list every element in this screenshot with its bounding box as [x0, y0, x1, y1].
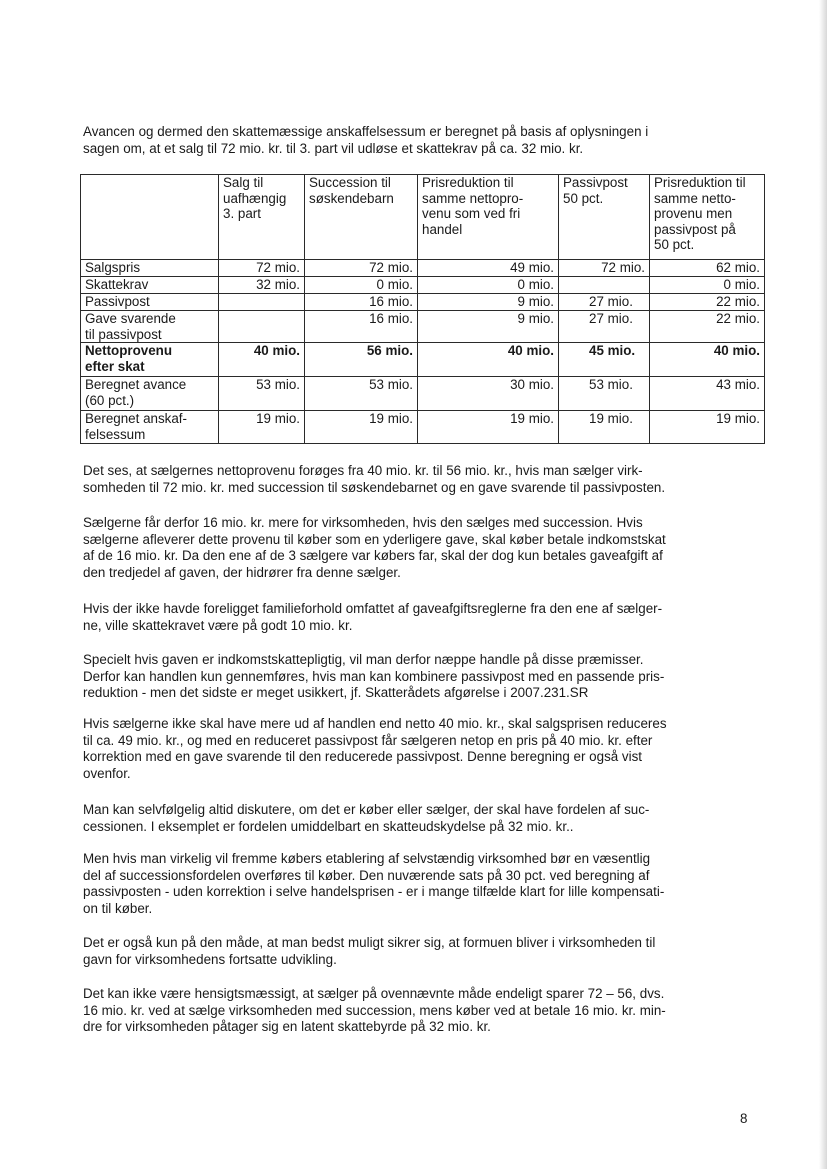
paragraph-7: Men hvis man virkelig vil fremme købers etablering af selvstændig virksomhed bør en væsentlig del af successionsfordelen overføres til køber. Den nuværende sats på 30 pct. ved beregning af passivposten - uden korrektion i selve handelsprisen - er i mange tilfælde klart for lille kompensati- on til køber. [83, 851, 665, 916]
header-cell-price-reduction-liability: Prisreduktion til samme netto- provenu men passivpost på 50 pct. [650, 175, 765, 260]
table-cell [219, 311, 305, 343]
paragraph-4: Specielt hvis gaven er indkomstskattepligtig, vil man derfor næppe handle på disse præmisser. Derfor kan handlen kun gennemføres, hvis man kan kombinere passivpost med en passende pris- reduktion - men det sidste er meget usikkert, jf. Skatterådets afgørelse i 2007.231.SR [83, 652, 665, 700]
intro-paragraph: Avancen og dermed den skattemæssige anskaffelsessum er beregnet på basis af oplysningen i sagen om, at et salg til 72 mio. kr. til 3. part vil udløse et skattekrav på ca. 32 mio. kr. [83, 124, 649, 156]
row-label: Beregnet avance (60 pct.) [81, 377, 219, 411]
table-cell: 49 mio. [418, 260, 559, 277]
table-cell: 40 mio. [219, 343, 305, 377]
table-cell: 53 mio. [219, 377, 305, 411]
table-cell: 32 mio. [219, 277, 305, 294]
table-row [81, 411, 765, 444]
row-label: Skattekrav [81, 277, 219, 294]
table-header-row [81, 175, 765, 260]
table-cell [219, 294, 305, 311]
table-cell: 0 mio. [650, 277, 765, 294]
row-label: Gave svarende til passivpost [81, 311, 219, 343]
table-cell: 0 mio. [305, 277, 418, 294]
table-row [81, 343, 765, 377]
paragraph-6: Man kan selvfølgelig altid diskutere, om det er køber eller sælger, der skal have fordelen af suc- cessionen. I eksemplet er fordelen umiddelbart en skatteudskydelse på 32 mio. kr.. [83, 802, 650, 834]
table-cell: 40 mio. [418, 343, 559, 377]
row-label: Beregnet anskaf- felsessum [81, 411, 219, 444]
paragraph-3: Hvis der ikke havde foreligget familieforhold omfattet af gaveafgiftsreglerne fra den ene af sælger- ne, ville skattekravet være på godt 10 mio. kr. [83, 601, 663, 633]
table-cell: 72 mio. [305, 260, 418, 277]
header-cell-succession: Succession til søskendebarn [305, 175, 418, 260]
table-cell: 62 mio. [650, 260, 765, 277]
table-cell: 27 mio. [559, 294, 650, 311]
table-cell: 22 mio. [650, 311, 765, 343]
table-row [81, 277, 765, 294]
table-cell: 22 mio. [650, 294, 765, 311]
table-row [81, 377, 765, 411]
header-cell-liability-post: Passivpost 50 pct. [559, 175, 650, 260]
row-label: Passivpost [81, 294, 219, 311]
table-cell: 27 mio. [559, 311, 650, 343]
table-cell: 0 mio. [418, 277, 559, 294]
table-row [81, 260, 765, 277]
header-cell-price-reduction: Prisreduktion til samme nettopro- venu som ved fri handel [418, 175, 559, 260]
header-cell-empty [81, 175, 219, 260]
table-cell: 40 mio. [650, 343, 765, 377]
table-cell: 16 mio. [305, 311, 418, 343]
table-cell: 9 mio. [418, 311, 559, 343]
row-label: Salgspris [81, 260, 219, 277]
paragraph-8: Det er også kun på den måde, at man bedst muligt sikrer sig, at formuen bliver i virksomheden til gavn for virksomhedens fortsatte udvikling. [83, 935, 656, 967]
table-cell: 19 mio. [305, 411, 418, 444]
table-cell: 19 mio. [219, 411, 305, 444]
table-cell: 45 mio. [559, 343, 650, 377]
paragraph-1: Det ses, at sælgernes nettoprovenu forøges fra 40 mio. kr. til 56 mio. kr., hvis man sælger virk- somheden til 72 mio. kr. med succession til søskendebarnet og en gave svarende til passivposten. [83, 463, 666, 495]
paragraph-2: Sælgerne får derfor 16 mio. kr. mere for virksomheden, hvis den sælges med succession. Hvis sælgerne afleverer dette provenu til køber som en yderligere gave, skal køber betale indkomstskat af de 16 mio. kr. Da den ene af de 3 sælgere var købers far, skal der dog kun betales gaveafgift af den tredjedel af gaven, der hidrører fra denne sælger. [83, 515, 666, 580]
table-body [81, 175, 765, 444]
table-cell: 53 mio. [559, 377, 650, 411]
row-label: Nettoprovenu efter skat [81, 343, 219, 377]
page-number: 8 [740, 1111, 748, 1126]
comparison-table [80, 174, 765, 444]
table-row [81, 311, 765, 343]
paragraph-9: Det kan ikke være hensigtsmæssigt, at sælger på ovennævnte måde endeligt sparer 72 – 56, dvs. 16 mio. kr. ved at sælge virksomheden med succession, mens køber ved at betale 16 mio. kr. min- dre for virksomheden påtager sig en latent skattebyrde på 32 mio. kr. [83, 986, 666, 1034]
table-cell: 16 mio. [305, 294, 418, 311]
table-cell: 30 mio. [418, 377, 559, 411]
header-cell-sale-third-party: Salg til uafhængig 3. part [219, 175, 305, 260]
table-row [81, 294, 765, 311]
table-cell: 72 mio. [219, 260, 305, 277]
table-cell: 19 mio. [559, 411, 650, 444]
table-cell [559, 277, 650, 294]
table-cell: 53 mio. [305, 377, 418, 411]
table-cell: 19 mio. [418, 411, 559, 444]
table-cell: 56 mio. [305, 343, 418, 377]
table-cell: 72 mio. [559, 260, 650, 277]
paragraph-5: Hvis sælgerne ikke skal have mere ud af handlen end netto 40 mio. kr., skal salgsprisen reduceres til ca. 49 mio. kr., og med en reduceret passivpost får sælgeren netop en pris på 40 mio. kr. efter korrektion med en gave svarende til den reducerede passivpost. Denne beregning er også vist ovenfor. [83, 716, 667, 781]
table-cell: 19 mio. [650, 411, 765, 444]
table-cell: 43 mio. [650, 377, 765, 411]
page-edge-shadow [819, 0, 827, 1169]
table-cell: 9 mio. [418, 294, 559, 311]
